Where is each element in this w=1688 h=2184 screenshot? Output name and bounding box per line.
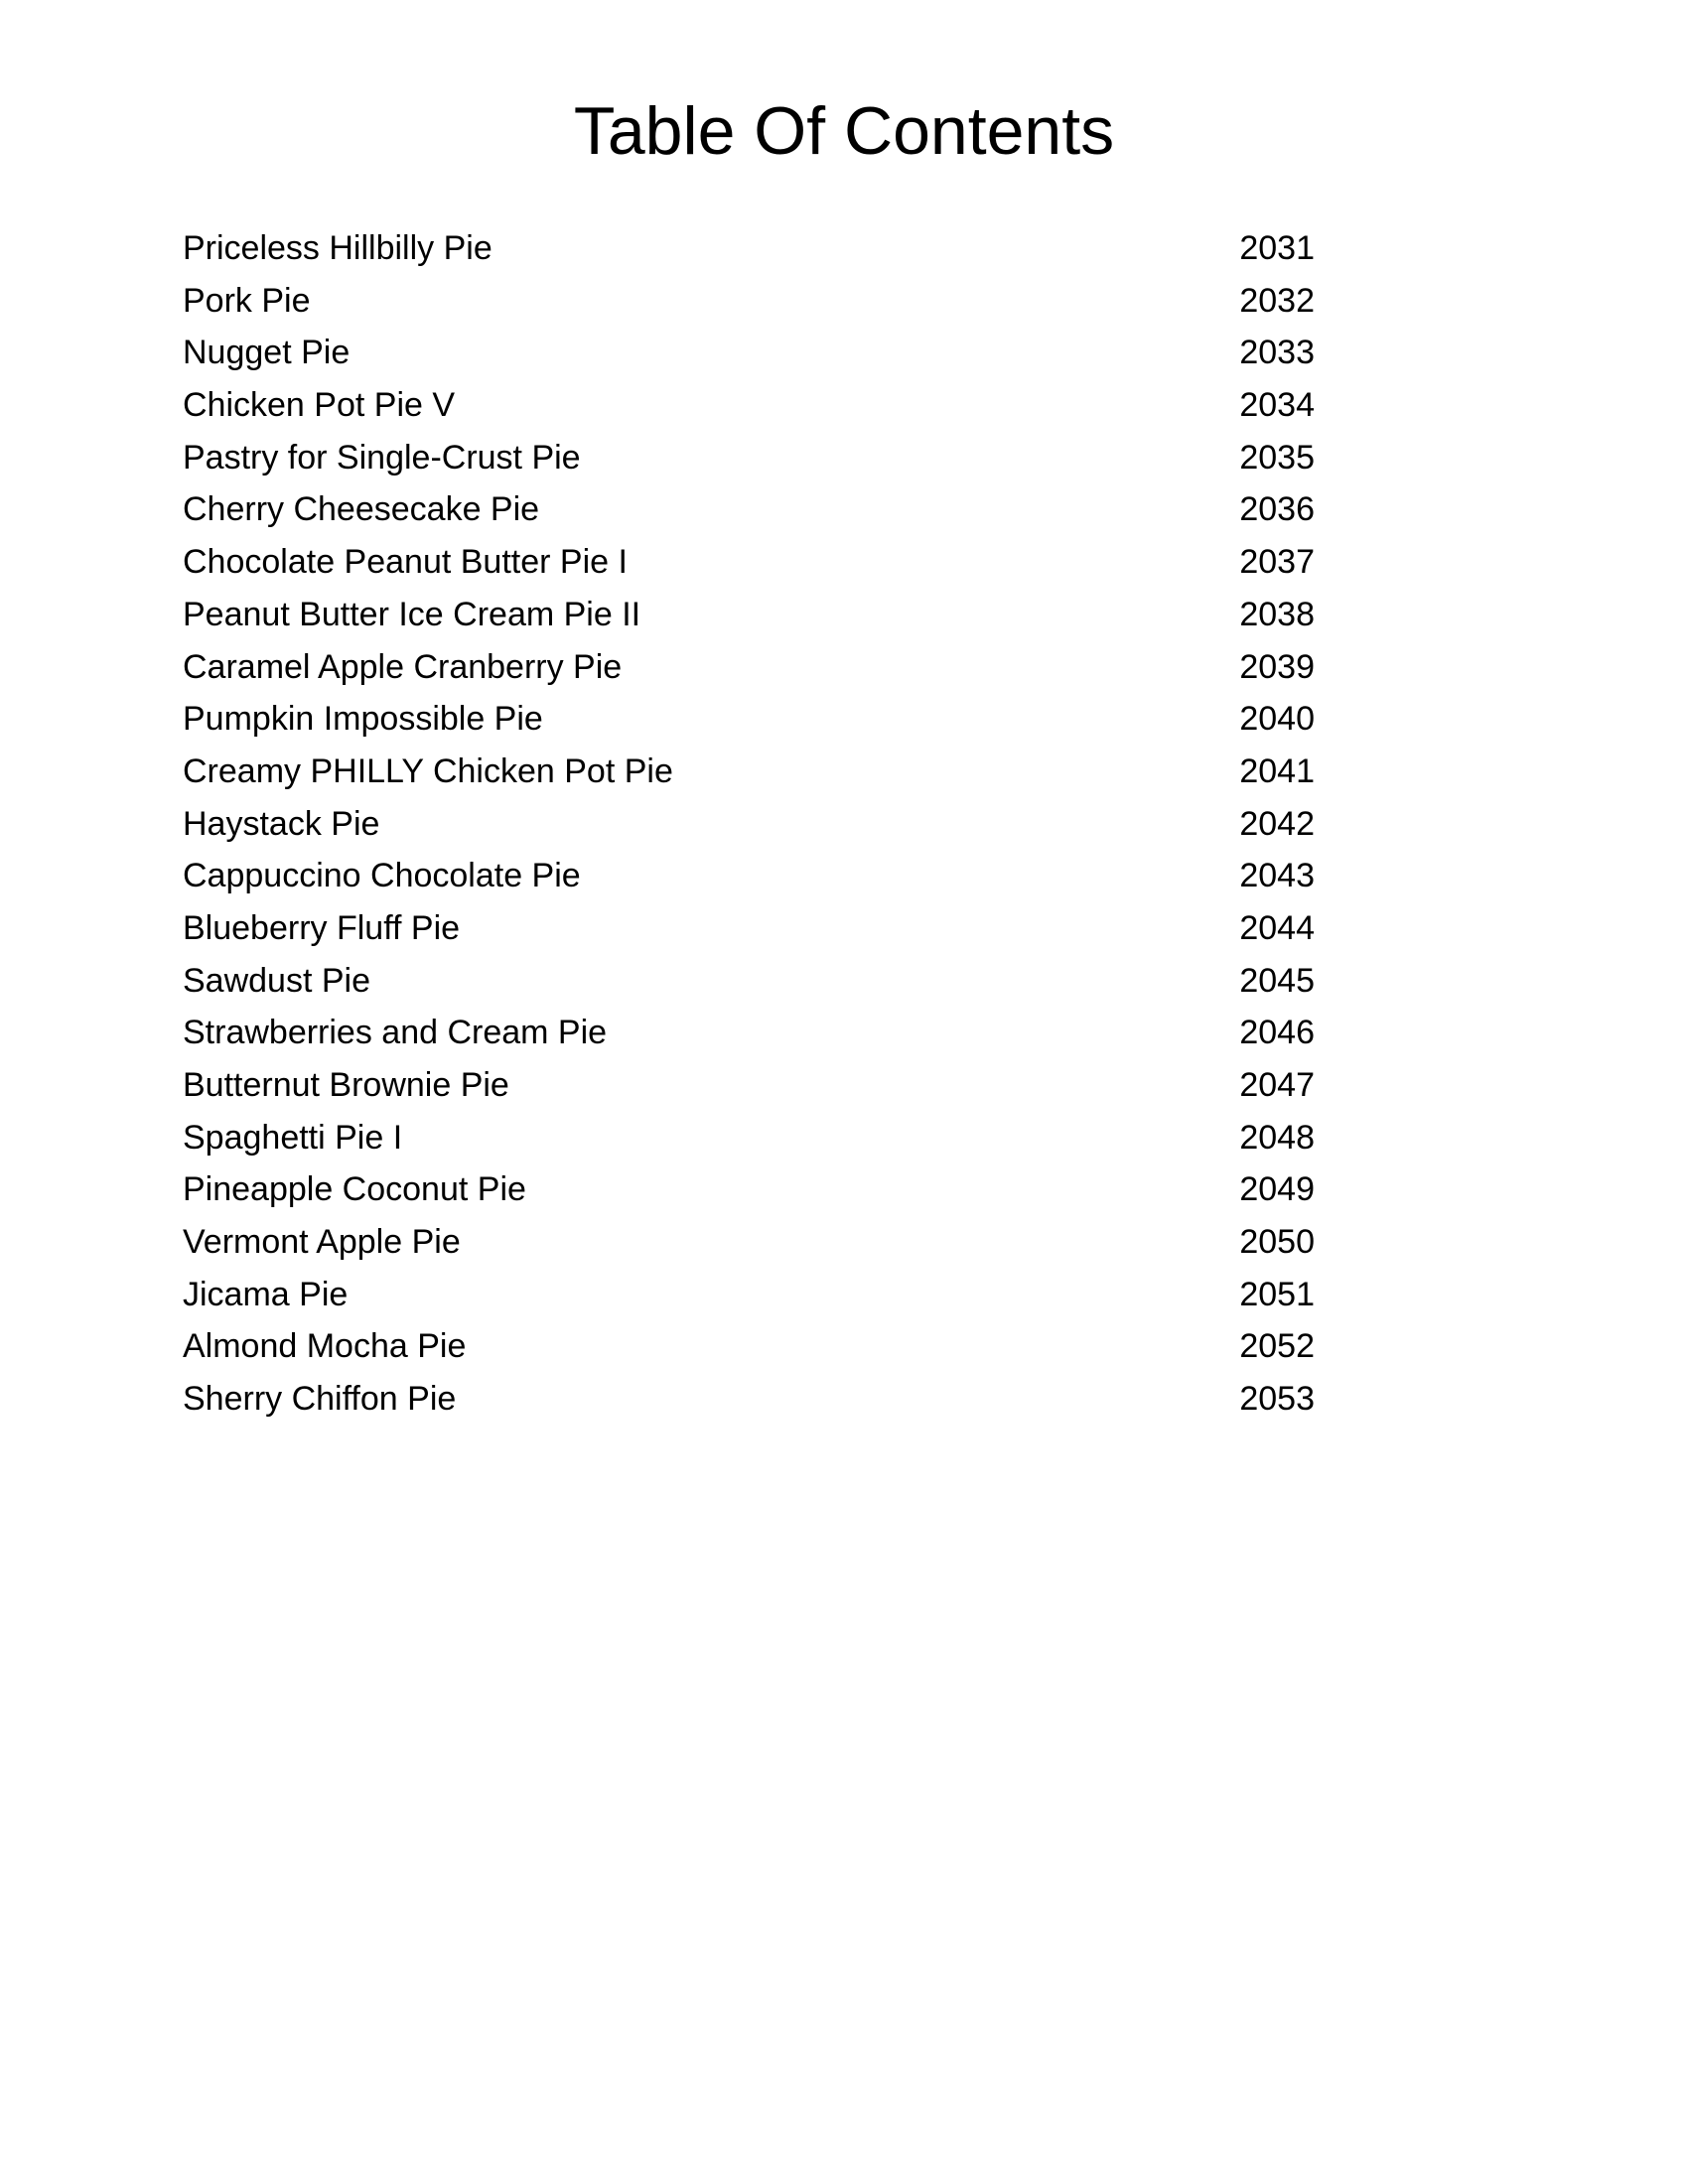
toc-entry <box>183 1269 1315 1321</box>
toc-entry <box>183 1112 1315 1164</box>
toc-entry-page-number: 2043 <box>1239 857 1315 895</box>
toc-entry-page-number: 2041 <box>1239 751 1315 790</box>
toc-entry-title: Pineapple Coconut Pie <box>183 1170 526 1209</box>
toc-entry-title: Blueberry Fluff Pie <box>183 908 461 947</box>
toc-entry-page-number: 2044 <box>1239 908 1315 947</box>
toc-entry <box>183 1320 1315 1373</box>
toc-entry-page-number: 2036 <box>1239 490 1315 529</box>
toc-entry <box>183 850 1315 902</box>
toc-entry <box>183 379 1315 432</box>
toc-entry-title: Peanut Butter Ice Cream Pie II <box>183 595 641 633</box>
toc-entry-title: Pastry for Single-Crust Pie <box>183 438 581 477</box>
toc-entry-title: Sherry Chiffon Pie <box>183 1380 457 1419</box>
toc-entry-title: Creamy PHILLY Chicken Pot Pie <box>183 751 673 790</box>
toc-entry <box>183 798 1315 851</box>
toc-entry-title: Haystack Pie <box>183 804 380 843</box>
toc-entry-page-number: 2053 <box>1239 1380 1315 1419</box>
toc-entry-page-number: 2052 <box>1239 1327 1315 1366</box>
toc-entry-title: Cherry Cheesecake Pie <box>183 490 540 529</box>
toc-entry-title: Vermont Apple Pie <box>183 1223 461 1262</box>
toc-list <box>183 222 1315 1426</box>
toc-entry-page-number: 2034 <box>1239 386 1315 425</box>
toc-entry <box>183 1163 1315 1216</box>
toc-entry-title: Caramel Apple Cranberry Pie <box>183 647 623 686</box>
toc-entry-title: Nugget Pie <box>183 334 351 372</box>
toc-entry-page-number: 2038 <box>1239 595 1315 633</box>
toc-entry-title: Chocolate Peanut Butter Pie I <box>183 543 628 582</box>
toc-entry <box>183 483 1315 536</box>
toc-entry-page-number: 2031 <box>1239 229 1315 267</box>
toc-entry <box>183 693 1315 746</box>
toc-entry-title: Butternut Brownie Pie <box>183 1066 509 1104</box>
toc-entry-page-number: 2040 <box>1239 700 1315 739</box>
toc-entry-page-number: 2048 <box>1239 1118 1315 1157</box>
page-title: Table Of Contents <box>573 93 1115 169</box>
toc-entry-page-number: 2033 <box>1239 334 1315 372</box>
toc-entry-page-number: 2049 <box>1239 1170 1315 1209</box>
toc-entry-page-number: 2039 <box>1239 647 1315 686</box>
toc-entry-page-number: 2032 <box>1239 281 1315 320</box>
toc-entry-page-number: 2047 <box>1239 1066 1315 1104</box>
toc-entry-title: Cappuccino Chocolate Pie <box>183 857 581 895</box>
toc-entry <box>183 536 1315 589</box>
toc-entry-page-number: 2037 <box>1239 543 1315 582</box>
toc-entry <box>183 955 1315 1008</box>
toc-entry <box>183 327 1315 379</box>
toc-entry <box>183 746 1315 798</box>
toc-entry <box>183 1007 1315 1059</box>
toc-entry-page-number: 2045 <box>1239 961 1315 1000</box>
toc-entry <box>183 222 1315 275</box>
toc-entry-title: Sawdust Pie <box>183 961 370 1000</box>
toc-entry-title: Chicken Pot Pie V <box>183 386 456 425</box>
toc-entry-title: Pork Pie <box>183 281 311 320</box>
toc-entry-title: Pumpkin Impossible Pie <box>183 700 543 739</box>
toc-entry-title: Spaghetti Pie I <box>183 1118 403 1157</box>
toc-entry-page-number: 2046 <box>1239 1014 1315 1052</box>
toc-entry <box>183 589 1315 641</box>
toc-entry <box>183 275 1315 328</box>
toc-entry <box>183 1216 1315 1269</box>
toc-entry-title: Almond Mocha Pie <box>183 1327 467 1366</box>
toc-entry-title: Strawberries and Cream Pie <box>183 1014 608 1052</box>
toc-entry <box>183 432 1315 484</box>
toc-entry-page-number: 2042 <box>1239 804 1315 843</box>
toc-entry-title: Jicama Pie <box>183 1275 349 1313</box>
toc-entry-page-number: 2035 <box>1239 438 1315 477</box>
toc-entry-page-number: 2050 <box>1239 1223 1315 1262</box>
toc-entry-title: Priceless Hillbilly Pie <box>183 229 492 267</box>
toc-entry <box>183 902 1315 955</box>
toc-entry <box>183 641 1315 694</box>
toc-entry <box>183 1373 1315 1426</box>
toc-entry <box>183 1059 1315 1112</box>
toc-entry-page-number: 2051 <box>1239 1275 1315 1313</box>
